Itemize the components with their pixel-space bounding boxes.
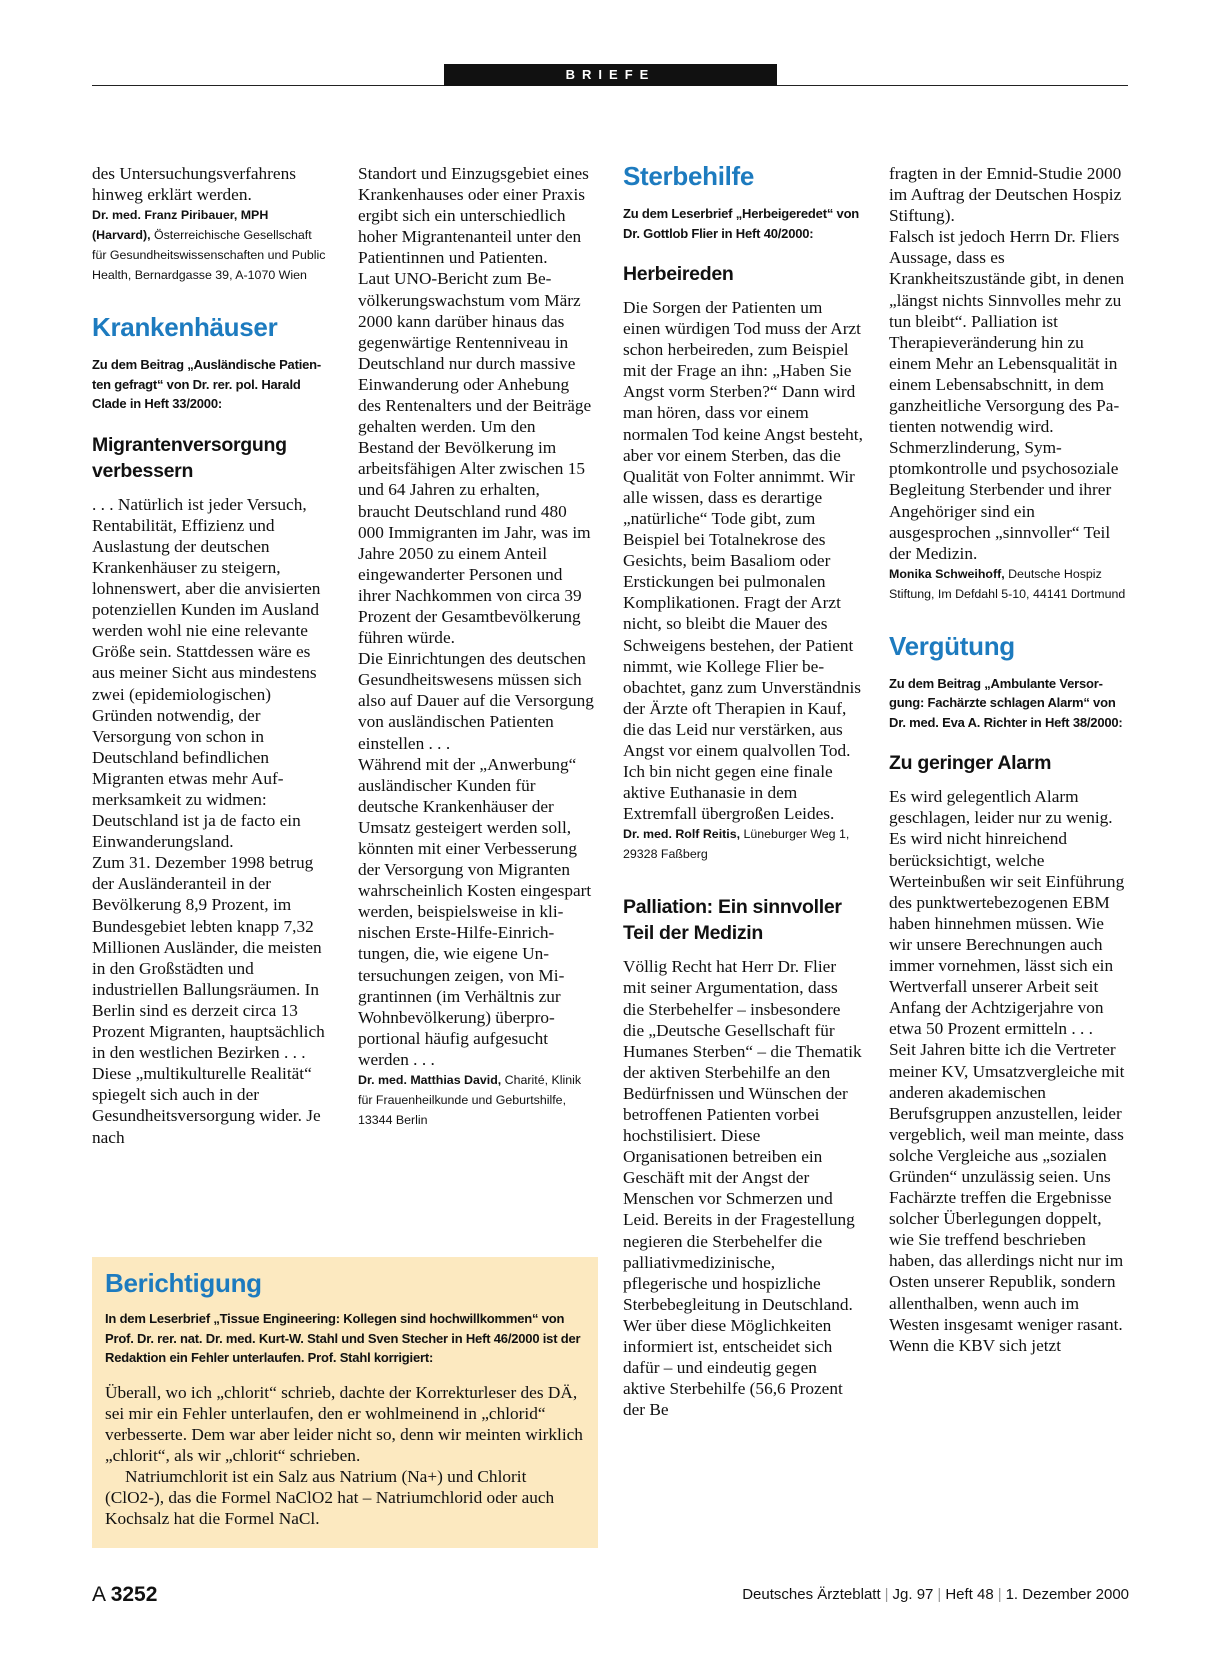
article-reference: Zu dem Leserbrief „Herbeigeredet“ von Dr. Gottlob Flier in Heft 40/2000: <box>623 206 860 241</box>
journal-date: 1. Dezember 2000 <box>1005 1586 1129 1603</box>
signature-name: Monika Schweihoff, <box>889 566 1005 581</box>
correction-paragraph: Natriumchlorit ist ein Salz aus Natrium (Na+) und Chlorit (ClO2-), das die Formel NaClO2 hat – Natriumchlorid oder auch Kochsalz hat die Formel NaCl. <box>105 1466 555 1529</box>
section-title-sterbehilfe: Sterbehilfe <box>623 161 755 191</box>
journal-name: Deutsches Ärzteblatt <box>742 1586 881 1603</box>
col3-signature <box>623 824 863 864</box>
letter-paragraph: Während mit der „Anwerbung“ ausländischer Kunden für deutsche Krankenhäuser der Umsatz gesteigert werden soll, könnten mit einer Verbesserung der Versorgung von Migranten wahrscheinlich Kosten eingespart werden, beispielsweise in klinischen Erste-Hilfe-Einrichtungen, die, wie eigene Untersuchungen zeigen, von Migrantinnen (im Verhältnis zur Wohnbevölkerung) überproportional häufig aufgesucht werden . . . <box>358 754 592 1069</box>
letter-headline: Herbeireden <box>623 263 734 285</box>
letter-headline: Palliation: Ein sinnvoller Teil der Medizin <box>623 896 842 945</box>
letter-paragraph: Seit Jahren bitte ich die Vertreter meiner KV, Umsatzvergleiche mit anderen akademischen Berufsgruppen anzustellen, leider vergeblich, weil man meinte, dass solche Vergleiche aus „sozialen Gründen“ unzulässig seien. Uns Fachärzte treffen die Ergebnisse solcher Überlegungen doppelt, wie Sie treffend beschrieben haben, das allerdings nicht nur im Osten unserer Republik, sondern allenthalben, wenn auch im Westen insgesamt weniger rasant. <box>889 1040 1125 1334</box>
letter-paragraph: Standort und Einzugsgebiet eines Krankenhauses oder einer Praxis ergibt sich ein unterschiedlich hoher Migrantenanteil unter den Patientinnen und Patienten. <box>358 164 589 268</box>
letter-paragraph: . . . Natürlich ist jeder Versuch, Rentabilität, Effizienz und Auslastung der deutschen Krankenhäuser zu steigern, lohnenswert, aber die anvisierten potenziellen Kunden im Ausland werden wohl nie eine relevante Größe sein. Stattdessen wäre es aus meiner Sicht aus mindestens zwei (epidemiologischen) Gründen notwendig, der Versorgung von schon in Deutschland befindlichen Migranten etwas mehr Aufmerksamkeit zu widmen: Deutschland ist ja de facto ein Einwanderungsland. <box>92 494 321 852</box>
page-number <box>92 1583 157 1607</box>
letter-paragraph: Falsch ist jedoch Herrn Dr. Fliers Aussage, dass es Krankheitszustände gibt, in denen „längst nichts Sinnvolles mehr zu tun bleibt“. Palliation ist Therapieveränderung hin zu einem Mehr an Lebensqualität in einem Lebensabschnitt, in dem ganzheitliche Versorgung des Patienten notwendig wird. Schmerzlinderung, Symptomkontrolle und psychosoziale Begleitung Sterbender und ihrer Angehöriger sind ein ausgesprochen „sinnvoller“ Teil der Medizin. <box>889 227 1125 563</box>
section-title-verguetung: Vergütung <box>889 630 1015 661</box>
signature-address: Lüneburger Weg 1, 29328 Faßberg <box>623 827 850 862</box>
letter-headline: Migrantenversorgung verbessern <box>92 433 287 482</box>
signature-address: Österreichische Gesellschaft für Gesundheitswissenschaften und Public Health, Bernardgasse 39, A-1070 Wien <box>92 228 326 283</box>
section-title-berichtigung: Berichtigung <box>105 1268 262 1298</box>
correction-box <box>92 1257 598 1548</box>
letter-paragraph: Es wird gelegentlich Alarm geschlagen, leider nur zu wenig. Es wird nicht hinreichend berücksichtigt, welche Werteinbußen wir seit Einführung des punktwertebezogenen EBM haben hinnehmen müssen. Wie wir unsere Berechnungen auch immer vornehmen, lässt sich ein Wertverfall unserer Arbeit seit Anfang der Achtzigerjahre von etwa 50 Prozent ermitteln . . . <box>889 787 1125 1039</box>
signature-name: Dr. med. Matthias David, <box>358 1073 502 1088</box>
section-title-krankenhaeuser: Krankenhäuser <box>92 312 278 343</box>
letter-paragraph: Die Einrichtungen des deutschen Gesundheitswesens müssen sich also auf Dauer auf die Versorgung von ausländischen Patienten einstellen . . . <box>358 649 594 753</box>
letter-headline: Zu geringer Alarm <box>889 752 1052 775</box>
signature-address: Charité, Klinik für Frauenheilkunde und Geburtshilfe, 13344 Berlin <box>358 1073 582 1128</box>
section-label: BRIEFE <box>444 64 777 86</box>
journal-volume: Jg. 97 <box>892 1586 934 1603</box>
correction-reference: In dem Leserbrief „Tissue Engineering: Kollegen sind hochwillkommen“ von Prof. Dr. rer. nat. Dr. med. Kurt-W. Stahl und Sven Stecher in Heft 46/2000 ist der Redaktion ein Fehler unterlaufen. Prof. Stahl korrigiert: <box>105 1311 581 1365</box>
page-number-value: 3252 <box>110 1583 158 1606</box>
column-4 <box>889 163 1129 1356</box>
letter-paragraph: fragten in der Emnid-Studie 2000 im Auftrag der Deutschen Hospiz Stiftung). <box>889 164 1122 226</box>
col1-signature <box>92 205 328 285</box>
col1-intro: des Untersuchungsverfahrens hinweg erklärt werden. <box>92 164 296 205</box>
col2-signature <box>358 1070 594 1130</box>
column-1 <box>92 163 328 1148</box>
article-reference: Zu dem Beitrag „Ausländische Patienten gefragt“ von Dr. rer. pol. Harald Clade in Heft 33/2000: <box>92 357 322 412</box>
column-3 <box>623 160 863 1420</box>
letter-paragraph: Laut UNO-Bericht zum Bevölkerungswachstum vom März 2000 kann darüber hinaus das gegenwärtige Rentenniveau in Deutschland nur durch massive Einwanderung oder Anhebung des Rentenalters und der Beiträge gehalten werden. Um den Bestand der Bevölkerung im arbeitsfähigen Alter zwischen 15 und 64 Jahren zu erhalten, braucht Deutschland rund 480 000 Immigranten im Jahr, was im Jahre 2050 zu einem Anteil eingewanderter Personen und ihrer Nachkommen von circa 39 Prozent der Gesamtbevölkerung führen würde. <box>358 269 592 648</box>
letter-paragraph: Die Sorgen der Patienten um einen würdigen Tod muss der Arzt schon herbeireden, zum Beispiel mit der Frage an ihn: „Haben Sie Angst vorm Sterben?“ Dann wird man hören, dass vor einem normalen Tod keine Angst besteht, aber vor einem Sterben, das die Qualität von Folter annimmt. Wir alle wissen, dass es derartige „natürliche“ Tode gibt, zum Beispiel bei Totalnekrose des Gesichts, beim Basaliom oder Erstickungen bei pulmonalen Komplikationen. Fragt der Arzt nicht, so bleibt die Mauer des Schweigens bestehen, der Patient nimmt, wie Kollege Flier beobachtet, ganz zum Unverständnis der Ärzte oft Therapien in Kauf, die das Leid nur verstärken, aus Angst vor einem qualvollen Tod. Ich bin nicht gegen eine finale aktive Euthanasie in dem Extremfall übergroßen Leides. <box>623 298 863 824</box>
page-prefix: A <box>92 1583 105 1606</box>
letter-paragraph: Zum 31. Dezember 1998 betrug der Ausländeranteil in der Bevölkerung 8,9 Prozent, im Bundesgebiet lebten knapp 7,32 Millionen Ausländer, die meisten in den Großstädten und industriellen Ballungsräumen. In Berlin sind es derzeit circa 13 Prozent Migranten, hauptsächlich in den westlichen Bezirken . . . Diese „multikulturelle Realität“ spiegelt sich auch in der Gesundheitsversorgung wider. Je nach <box>92 853 325 1147</box>
journal-issue: Heft 48 <box>945 1586 994 1603</box>
article-reference: Zu dem Beitrag „Ambulante Versorgung: Fachärzte schlagen Alarm“ von Dr. med. Eva A. Richter in Heft 38/2000: <box>889 675 1123 730</box>
signature-name: Dr. med. Rolf Reitis, <box>623 827 741 842</box>
letter-paragraph: Völlig Recht hat Herr Dr. Flier mit seiner Argumentation, dass die Sterbehelfer – insbesondere die „Deutsche Gesellschaft für Humanes Sterben“ – die Thematik der aktiven Sterbehilfe an den Bedürfnissen und Wünschen der betroffenen Patienten vorbei hochstilisiert. Diese Organisationen betreiben ein Geschäft mit der Angst der Menschen vor Schmerzen und Leid. Bereits in der Fragestellung negieren die Sterbehelfer die palliativmedizinische, pflegerische und hospizliche Sterbebegleitung in Deutschland. Wer über diese Möglichkeiten informiert ist, entscheidet sich dafür – und eindeutig gegen aktive Sterbehilfe (56,6 Prozent der Be <box>623 957 862 1420</box>
col4-signature <box>889 564 1129 604</box>
letter-paragraph: Wenn die KBV sich jetzt <box>889 1335 1062 1355</box>
signature-address: Deutsche Hospiz Stiftung, Im Defdahl 5-10, 44141 Dortmund <box>889 566 1126 601</box>
correction-paragraph: Überall, wo ich „chlorit“ schrieb, dachte der Korrekturleser des DÄ, sei mir ein Fehler unterlaufen, den er wohlmeinend in „chlorid“ verbesserte. Dem war aber leider nicht so, denn wir meinten wirklich „chlorit“, als wir „chlorit“ schrieben. <box>105 1382 583 1465</box>
journal-footer: Deutsches Ärzteblatt | Jg. 97 | Heft 48 | 1. Dezember 2000 <box>742 1586 1129 1603</box>
signature-name: Dr. med. Franz Piribauer, MPH (Harvard), <box>92 208 269 243</box>
column-2 <box>358 163 594 1130</box>
